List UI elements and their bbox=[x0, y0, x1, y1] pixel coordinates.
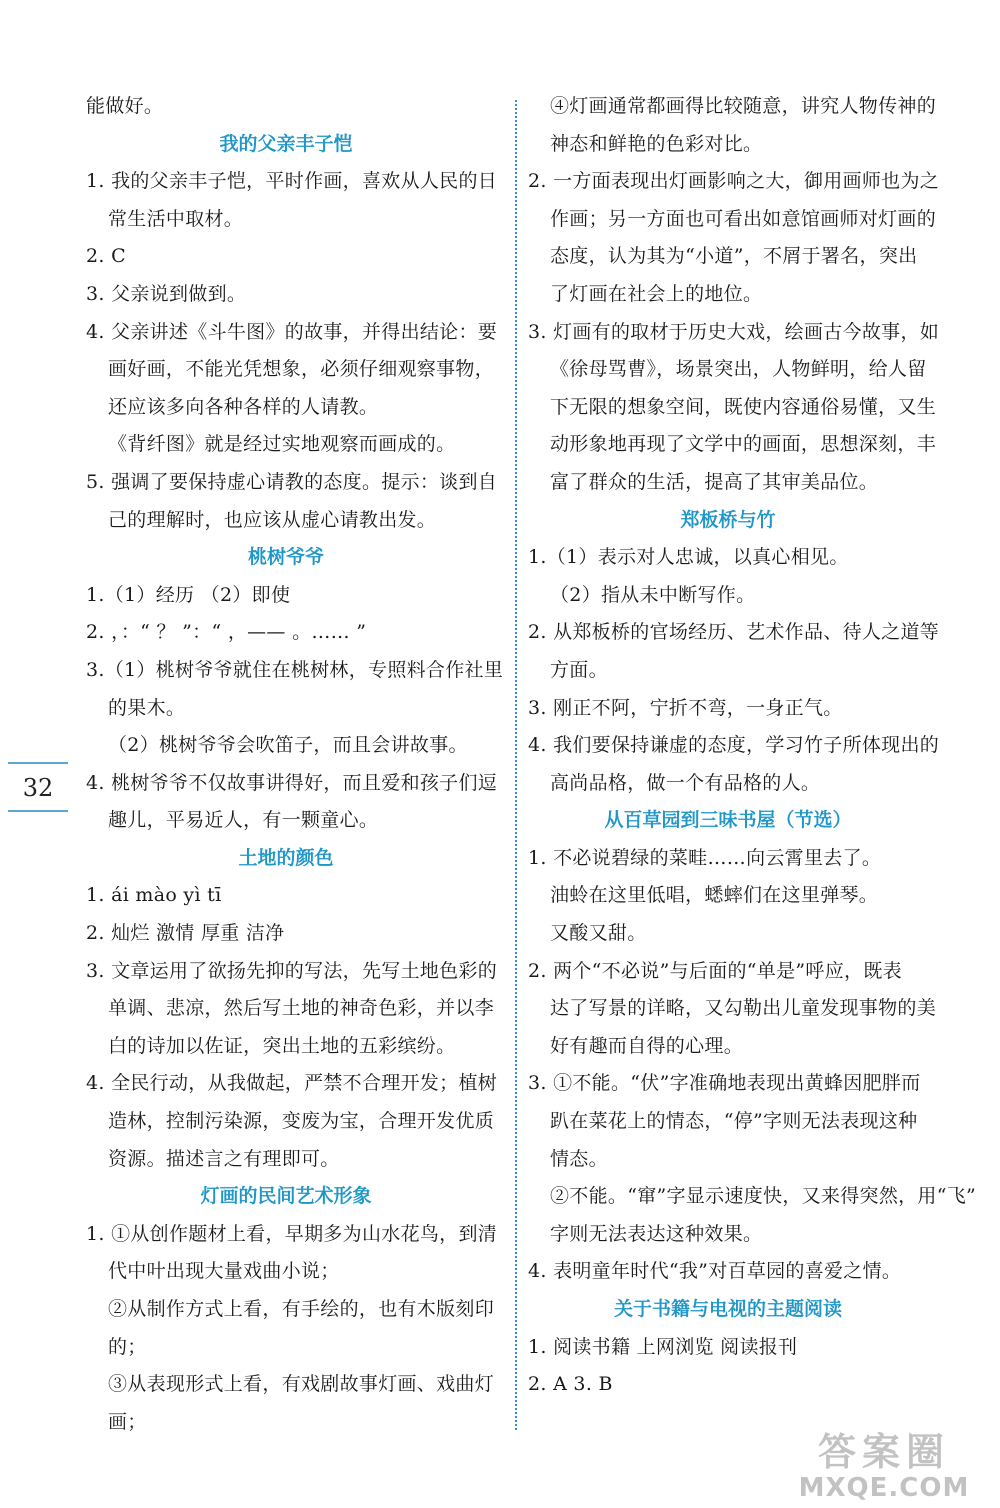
right-column bbox=[528, 88, 977, 1404]
watermark-logo bbox=[784, 1430, 984, 1502]
section-heading: 桃树爷爷 bbox=[247, 546, 324, 569]
answer-line: 4. 我们要保持谦虚的态度，学习竹子所体现出的 bbox=[528, 734, 940, 757]
answer-line: 5. 强调了要保持虚心请教的态度。提示：谈到自 bbox=[86, 470, 498, 493]
answer-line: 好有趣而自得的心理。 bbox=[550, 1034, 744, 1057]
answer-line: 的果木。 bbox=[108, 696, 186, 719]
answer-line: 2. 一方面表现出灯画影响之大，御用画师也为之 bbox=[528, 170, 940, 193]
answer-line: 动形象地再现了文学中的画面，思想深刻，丰 bbox=[550, 433, 937, 456]
answer-line: 油蛉在这里低唱，蟋蟀们在这里弹琴。 bbox=[550, 884, 879, 907]
answer-line: 4. 表明童年时代“我”对百草园的喜爱之情。 bbox=[528, 1260, 902, 1283]
answer-line: 2. 两个“不必说”与后面的“单是”呼应，既表 bbox=[528, 959, 902, 982]
answer-line: 常生活中取材。 bbox=[108, 207, 244, 230]
answer-line: 4. 父亲讲述《斗牛图》的故事，并得出结论：要 bbox=[86, 320, 498, 343]
answer-line: 3.（1）桃树爷爷就住在桃树林，专照料合作社里 bbox=[86, 658, 504, 681]
answer-line: 还应该多向各种各样的人请教。 bbox=[108, 395, 379, 418]
answer-line: 1.（1）表示对人忠诚，以真心相见。 bbox=[528, 546, 849, 569]
column-divider bbox=[515, 100, 517, 1430]
answer-line: ②不能。“窜”字显示速度快，又来得突然，用“飞” bbox=[550, 1185, 977, 1208]
answer-line: 3. 文章运用了欲扬先抑的写法，先写土地色彩的 bbox=[86, 959, 498, 982]
page-number: 32 bbox=[8, 762, 68, 812]
answer-line: 1. ①从创作题材上看，早期多为山水花鸟，到清 bbox=[86, 1222, 498, 1245]
answer-line: 字则无法表达这种效果。 bbox=[550, 1222, 763, 1245]
section-heading: 从百草园到三味书屋（节选） bbox=[604, 809, 852, 832]
answer-line: 画好画，不能光凭想象，必须仔细观察事物， bbox=[108, 358, 495, 381]
answer-line: 态度，认为其为“小道”，不屑于署名，突出 bbox=[550, 245, 918, 268]
answer-line: 3. 刚正不阿，宁折不弯，一身正气。 bbox=[528, 696, 843, 719]
answer-line: 《背纤图》就是经过实地观察而画成的。 bbox=[108, 433, 456, 456]
section-heading: 郑板桥与竹 bbox=[680, 508, 776, 531]
answer-line: 2. 灿烂 激情 厚重 洁净 bbox=[86, 922, 285, 945]
answer-line: 3. 灯画有的取材于历史大戏，绘画古今故事，如 bbox=[528, 320, 940, 343]
watermark-bottom: MXQE.COM bbox=[798, 1473, 970, 1503]
answer-line: 作画；另一方面也可看出如意馆画师对灯画的 bbox=[550, 207, 937, 230]
answer-line: 神态和鲜艳的色彩对比。 bbox=[550, 132, 763, 155]
left-column bbox=[86, 88, 504, 1441]
answer-line: 4. 全民行动，从我做起，严禁不合理开发；植树 bbox=[86, 1072, 498, 1095]
answer-line: 白的诗加以佐证，突出土地的五彩缤纷。 bbox=[108, 1034, 456, 1057]
answer-line: 2. 从郑板桥的官场经历、艺术作品、待人之道等 bbox=[528, 621, 940, 644]
section-heading: 灯画的民间艺术形象 bbox=[200, 1185, 372, 1208]
answer-line: 1. 我的父亲丰子恺，平时作画，喜欢从人民的日 bbox=[86, 170, 498, 193]
answer-line: 方面。 bbox=[550, 658, 608, 681]
answer-line: 富了群众的生活，提高了其审美品位。 bbox=[550, 470, 879, 493]
answer-line: 《徐母骂曹》，场景突出，人物鲜明，给人留 bbox=[550, 358, 927, 381]
answer-line: 资源。描述言之有理即可。 bbox=[108, 1147, 340, 1170]
answer-line: 能做好。 bbox=[86, 95, 164, 117]
section-heading: 我的父亲丰子恺 bbox=[219, 132, 353, 155]
answer-line: 1. ái mào yì tī bbox=[86, 884, 222, 907]
watermark-top: 答案圈 bbox=[817, 1430, 950, 1474]
answer-line: ②从制作方式上看，有手绘的，也有木版刻印 bbox=[108, 1298, 495, 1320]
answer-line: 了灯画在社会上的地位。 bbox=[550, 282, 763, 305]
answer-line: 2. C bbox=[86, 245, 126, 268]
answer-line: 达了写景的详略，又勾勒出儿童发现事物的美 bbox=[550, 997, 937, 1020]
answer-line: 趴在菜花上的情态，“停”字则无法表现这种 bbox=[550, 1110, 918, 1133]
answer-line: 情态。 bbox=[550, 1147, 608, 1170]
answer-line: ③从表现形式上看，有戏剧故事灯画、戏曲灯 bbox=[108, 1373, 495, 1396]
answer-line: 己的理解时，也应该从虚心请教出发。 bbox=[108, 508, 437, 531]
answer-line: 的； bbox=[108, 1335, 147, 1358]
answer-line: 又酸又甜。 bbox=[550, 922, 647, 945]
section-heading: 关于书籍与电视的主题阅读 bbox=[613, 1298, 842, 1320]
answer-line: 代中叶出现大量戏曲小说； bbox=[108, 1260, 340, 1283]
answer-line: 造林，控制污染源，变废为宝，合理开发优质 bbox=[108, 1110, 495, 1133]
answer-line: 3. 父亲说到做到。 bbox=[86, 282, 247, 305]
answer-line: ④灯画通常都画得比较随意，讲究人物传神的 bbox=[550, 95, 937, 117]
answer-line: 3. ①不能。“伏”字准确地表现出黄蜂因肥胖而 bbox=[528, 1072, 921, 1095]
answer-line: 趣儿，平易近人，有一颗童心。 bbox=[108, 809, 379, 832]
answer-line: 2. A 3. B bbox=[528, 1373, 613, 1396]
answer-line: （2）指从未中断写作。 bbox=[550, 583, 756, 606]
answer-line: 2. ，：“ ？ ”：“ ，—— 。…… ” bbox=[86, 621, 367, 644]
answer-line: 画； bbox=[108, 1410, 147, 1433]
answer-line: 下无限的想象空间，既使内容通俗易懂，又生 bbox=[550, 395, 937, 418]
answer-line: 高尚品格，做一个有品格的人。 bbox=[550, 771, 821, 794]
answer-line: 1.（1）经历 （2）即使 bbox=[86, 583, 291, 606]
answer-line: （2）桃树爷爷会吹笛子，而且会讲故事。 bbox=[108, 734, 468, 757]
answer-line: 1. 阅读书籍 上网浏览 阅读报刊 bbox=[528, 1335, 798, 1358]
answer-line: 单调、悲凉，然后写土地的神奇色彩，并以李 bbox=[108, 997, 495, 1020]
answer-line: 4. 桃树爷爷不仅故事讲得好，而且爱和孩子们逗 bbox=[86, 771, 498, 794]
section-heading: 土地的颜色 bbox=[238, 846, 334, 869]
answer-line: 1. 不必说碧绿的菜畦……向云霄里去了。 bbox=[528, 846, 882, 869]
